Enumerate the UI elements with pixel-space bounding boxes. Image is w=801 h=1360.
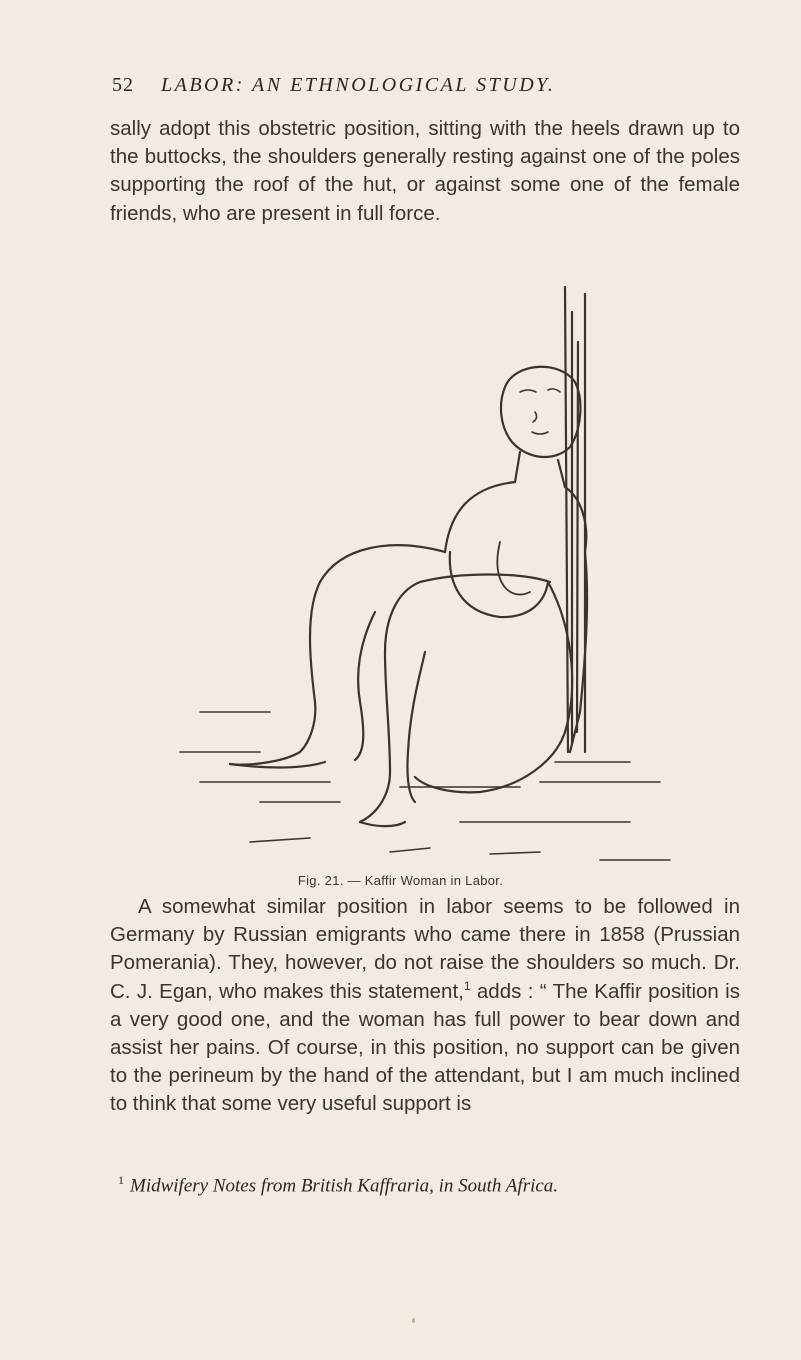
back-leg: [230, 545, 445, 764]
paragraph-text-a: A somewhat similar position in labor seems to be followed in Germany by Russian emigrants who came there in 1858 (Prussian Pomerania). They, however, do not raise the shoulders so much. Dr. C. J. Egan, who makes this statement,: [110, 895, 740, 1003]
torso: [450, 552, 548, 617]
ground-hatching: [180, 712, 670, 860]
footnote-reference: 1: [463, 978, 471, 993]
back-shin: [355, 612, 375, 760]
head: [501, 367, 580, 457]
right-shoulder: [565, 487, 586, 552]
paragraph-main: [110, 893, 740, 1119]
figure-illustration: [160, 282, 680, 876]
paragraph-continued: sally adopt this obstetric position, sitting with the heels drawn up to the buttocks, the shoulders generally resting against one of the poles supporting the roof of the hut, or against some one of the female friends, who are present in full force.: [110, 117, 740, 225]
running-header: [112, 70, 712, 100]
breast: [497, 542, 530, 595]
ink-speck: [412, 1318, 415, 1323]
footnote-text: Midwifery Notes from British Kaffraria, in South Africa.: [130, 1175, 559, 1197]
feet: [230, 762, 405, 826]
left-shoulder: [445, 482, 515, 552]
running-title: LABOR: AN ETHNOLOGICAL STUDY.: [161, 74, 556, 96]
footnote-mark: 1: [118, 1173, 124, 1187]
footnote: [118, 1173, 758, 1197]
face-features: [520, 389, 560, 434]
page-number: 52: [112, 74, 134, 96]
figure-caption: Fig. 21. — Kaffir Woman in Labor.: [297, 873, 504, 888]
paragraph-text-b: adds : “ The Kaffir position is a very good one, and the woman has full power to bear down and assist her pains. Of course, in this position, no support can be given to the perineum by the hand of the attendant, but I am much inclined to think that some very useful support is: [110, 979, 740, 1116]
front-leg: [360, 575, 550, 823]
hip: [415, 582, 572, 792]
